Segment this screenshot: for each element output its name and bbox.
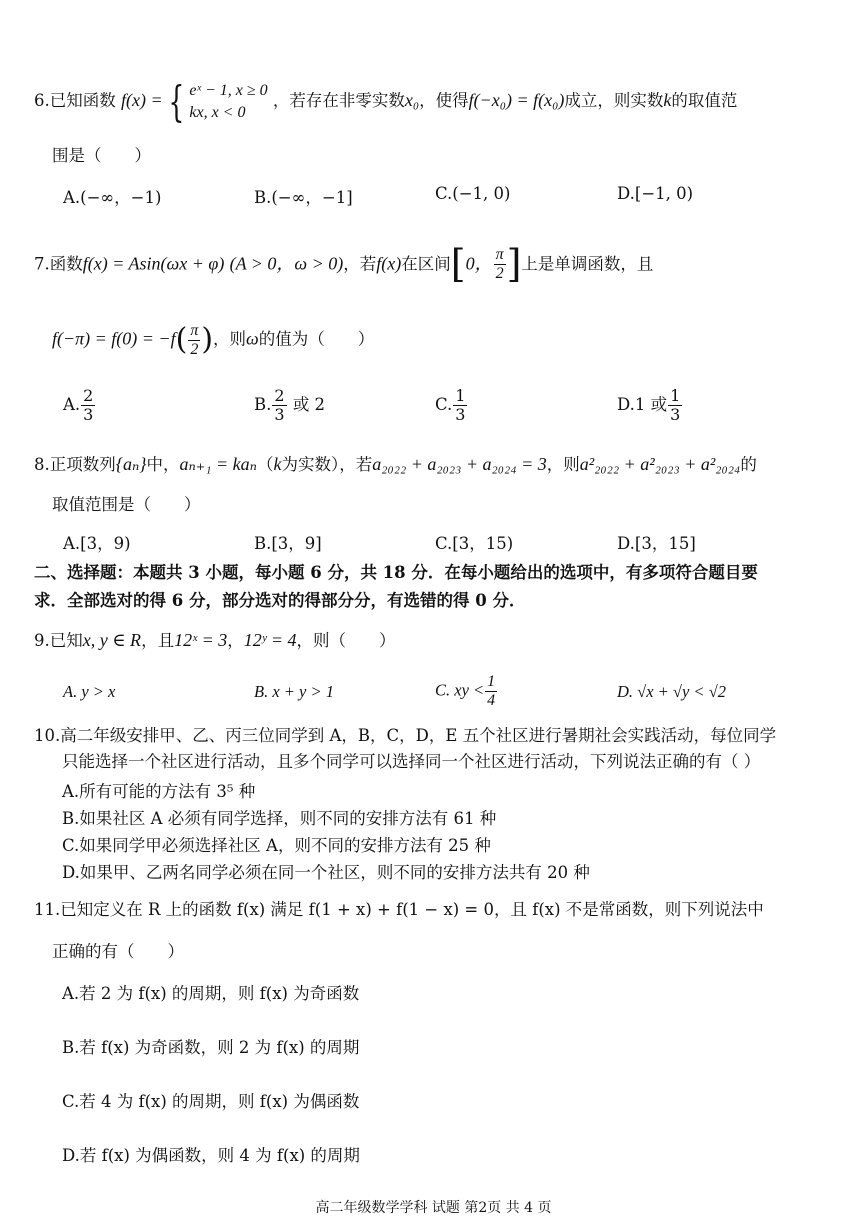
q7-option-c[interactable]: C. $\frac{1}{3}$ [435, 386, 466, 424]
q8-option-b[interactable]: B.[3，9] [254, 534, 322, 553]
q9-option-d[interactable]: D. √x + √y < √2 [617, 682, 726, 701]
q11-option-c[interactable]: C.若 4 为 f(x) 的周期，则 f(x) 为偶函数 [62, 1092, 360, 1111]
q6-option-c[interactable]: C.(−1, 0) [435, 184, 511, 203]
q8-option-a[interactable]: A.[3，9) [63, 534, 131, 553]
q11-option-d[interactable]: D.若 f(x) 为偶函数，则 4 为 f(x) 的周期 [62, 1146, 360, 1165]
page-footer: 高二年级数学学科 试题 第2页 共 4 页 [315, 1200, 552, 1216]
q6-line2: 围是（ ） [52, 146, 151, 165]
q8-line1: 8.正项数列{aₙ}中，aₙ₊₁ = kaₙ（k为实数），若a₂₀₂₂ + a₂₀₂₃ + a₂₀₂₄ = 3，则a²₂₀₂₂ + a²₂₀₂₃ + a²₂₀₂₄的 [34, 454, 757, 474]
q7-line2: f(−π) = f(0) = −f( $\frac{\pi}{2}$ )，则ω的值为（ ） [52, 321, 375, 358]
q8-line2: 取值范围是（ ） [52, 495, 201, 514]
q11-option-a[interactable]: A.若 2 为 f(x) 的周期，则 f(x) 为奇函数 [62, 984, 360, 1003]
q7-interval-fraction: $\frac{\pi}{2}$ [495, 246, 504, 283]
q9-line1: 9.已知x, y ∈ R，且12ˣ = 3，12ʸ = 4，则（ ） [34, 630, 396, 650]
q11-option-b[interactable]: B.若 f(x) 为奇函数，则 2 为 f(x) 的周期 [62, 1038, 360, 1057]
q10-line2: 只能选择一个社区进行活动，且多个同学可以选择同一个社区进行活动，下列说法正确的有（ ） [62, 752, 761, 771]
q6-option-a[interactable]: A.(−∞，−1) [63, 188, 162, 207]
q7-eq-fraction: $\frac{\pi}{2}$ [190, 321, 199, 358]
q10-line1: 10.高二年级安排甲、乙、丙三位同学到 A，B，C，D，E 五个社区进行暑期社会实践活动，每位同学 [34, 726, 777, 745]
q7-line1: 7.函数f(x) = Asin(ωx + φ) (A > 0，ω > 0)，若f(x)在区间[0， $\frac{\pi}{2}$ ]上是单调函数，且 [34, 242, 654, 286]
q11-line2: 正确的有（ ） [52, 942, 184, 961]
q6-cases: eˣ − 1, x ≥ 0 kx, x < 0 [189, 82, 268, 121]
q10-option-c[interactable]: C.如果同学甲必须选择社区 A，则不同的安排方法有 25 种 [62, 836, 491, 855]
q8-option-d[interactable]: D.[3，15] [617, 534, 696, 553]
q9-option-b[interactable]: B. x + y > 1 [254, 682, 334, 701]
q9-option-c[interactable]: C. xy < $\frac{1}{4}$ [435, 673, 496, 709]
q7-option-a[interactable]: A. $\frac{2}{3}$ [63, 386, 94, 424]
q6-number: 6. [34, 91, 50, 111]
section2-line2: 求．全部选对的得 6 分，部分选对的得部分分，有选错的得 0 分． [34, 591, 526, 610]
q6-brace: { [167, 76, 185, 126]
q6-line1: 6.已知函数 f(x) = { eˣ − 1, x ≥ 0 kx, x < 0 ，若存在非零实数x₀，使得f(−x₀) = f(x₀)成立，则实数k的取值范 [34, 76, 738, 126]
q8-option-c[interactable]: C.[3，15) [435, 534, 514, 553]
q10-option-a[interactable]: A.所有可能的方法有 3⁵ 种 [62, 782, 256, 801]
section2-line1: 二、选择题：本题共 3 小题，每小题 6 分，共 18 分．在每小题给出的选项中，有多项符合题目要 [34, 563, 758, 582]
q9-option-a[interactable]: A. y > x [63, 682, 116, 701]
q10-option-b[interactable]: B.如果社区 A 必须有同学选择，则不同的安排方法有 61 种 [62, 809, 497, 828]
q6-option-d[interactable]: D.[−1, 0) [617, 184, 694, 203]
q11-line1: 11.已知定义在 R 上的函数 f(x) 满足 f(1 + x) + f(1 − x) = 0，且 f(x) 不是常函数，则下列说法中 [34, 900, 764, 919]
q10-option-d[interactable]: D.如果甲、乙两名同学必须在同一个社区，则不同的安排方法共有 20 种 [62, 863, 590, 882]
q7-option-d[interactable]: D.1 或 $\frac{1}{3}$ [617, 386, 681, 424]
q9-number: 9. [34, 631, 50, 650]
q8-number: 8. [34, 455, 50, 474]
q7-option-b[interactable]: B. $\frac{2}{3}$ 或 2 [254, 386, 326, 424]
q7-number: 7. [34, 254, 50, 274]
q6-option-b[interactable]: B.(−∞，−1] [254, 188, 353, 207]
